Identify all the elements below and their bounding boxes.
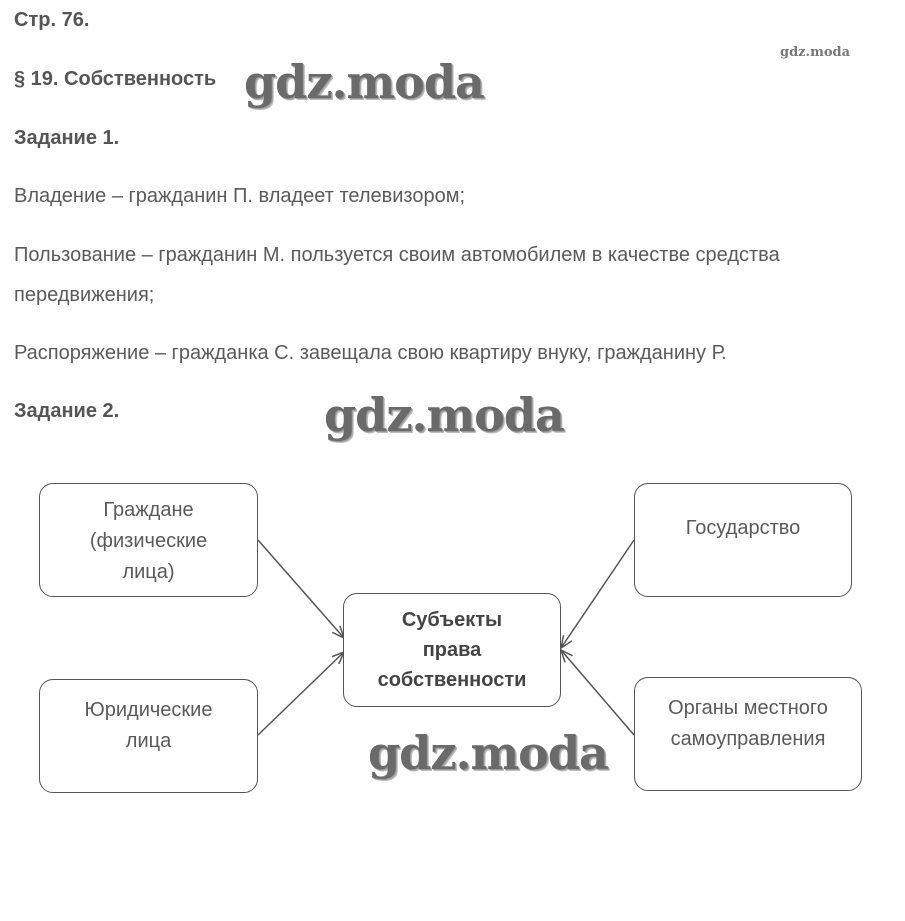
watermark-top: gdz.moda bbox=[244, 55, 484, 109]
arrow-state bbox=[561, 540, 634, 648]
box-center-subjects bbox=[343, 593, 561, 707]
watermark-middle: gdz.moda bbox=[324, 388, 564, 442]
watermark-small: gdz.moda bbox=[780, 45, 851, 60]
task-2-heading: Задание 2. bbox=[14, 400, 120, 422]
box-state bbox=[634, 483, 852, 597]
arrow-citizens bbox=[258, 540, 344, 638]
box-citizens bbox=[39, 483, 258, 597]
box-citizens-label: Граждане (физические лица) bbox=[89, 499, 208, 583]
arrow-legal-entities bbox=[258, 652, 344, 735]
task-1-line-possession: Владение – гражданин П. владеет телевизором; bbox=[14, 185, 466, 207]
task-1-line-use: Пользование – гражданин М. пользуется своим автомобилем в качестве средства bbox=[14, 244, 780, 266]
task-1-line-disposal: Распоряжение – гражданка С. завещала свою квартиру внуку, гражданину Р. bbox=[14, 342, 727, 364]
watermark-bottom: gdz.moda bbox=[368, 726, 608, 780]
box-center-label: Субъекты права собственности bbox=[377, 609, 527, 691]
section-title: § 19. Собственность bbox=[14, 68, 217, 90]
task-1-heading: Задание 1. bbox=[14, 127, 120, 149]
box-local-government-label: Органы местного самоуправления bbox=[668, 697, 828, 750]
box-legal-entities-label: Юридические лица bbox=[84, 699, 213, 752]
page-reference: Стр. 76. bbox=[14, 9, 90, 31]
box-state-label: Государство bbox=[685, 517, 801, 539]
box-local-government bbox=[634, 677, 862, 791]
arrow-local-government bbox=[561, 650, 634, 735]
box-legal-entities bbox=[39, 679, 258, 793]
task-1-line-use-cont: передвижения; bbox=[14, 284, 155, 306]
